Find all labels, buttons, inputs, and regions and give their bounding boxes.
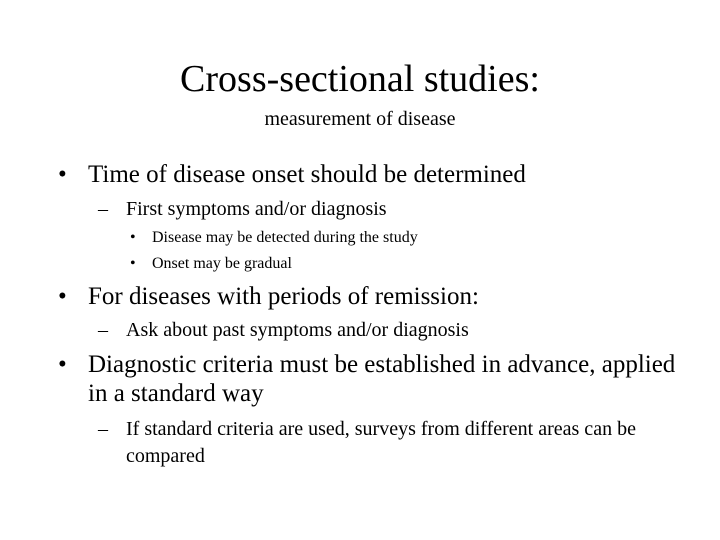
sub-sub-bullet-item [130, 251, 690, 277]
sub-bullet-text: Ask about past symptoms and/or diagnosis [126, 319, 469, 341]
bullet-item [58, 350, 698, 408]
bullet-item [58, 282, 698, 311]
slide-title: Cross-sectional studies: [180, 58, 540, 100]
sub-sub-bullet-text: Onset may be gradual [152, 255, 292, 272]
sub-sub-bullet-item [130, 225, 690, 251]
bullet-marker: • [58, 161, 67, 188]
bullet-marker: • [130, 255, 136, 272]
dash-marker: – [98, 319, 108, 341]
bullet-marker: • [58, 351, 67, 378]
sub-bullet-item [98, 317, 698, 344]
slide-subtitle: measurement of disease [264, 108, 456, 130]
sub-sub-bullet-text: Disease may be detected during the study [152, 229, 418, 246]
sub-bullet-item [98, 416, 638, 470]
bullet-marker: • [130, 229, 136, 246]
dash-marker: – [98, 418, 108, 440]
bullet-text: Time of disease onset should be determined [88, 161, 526, 188]
bullet-text: Diagnostic criteria must be established in advance, applied in a standard way [88, 351, 676, 407]
bullet-text: For diseases with periods of remission: [88, 283, 479, 310]
sub-bullet-text: If standard criteria are used, surveys from different areas can be compared [126, 418, 636, 467]
sub-bullet-item [98, 196, 698, 223]
bullet-marker: • [58, 283, 67, 310]
sub-bullet-text: First symptoms and/or diagnosis [126, 198, 387, 220]
bullet-item [58, 160, 698, 189]
dash-marker: – [98, 198, 108, 220]
